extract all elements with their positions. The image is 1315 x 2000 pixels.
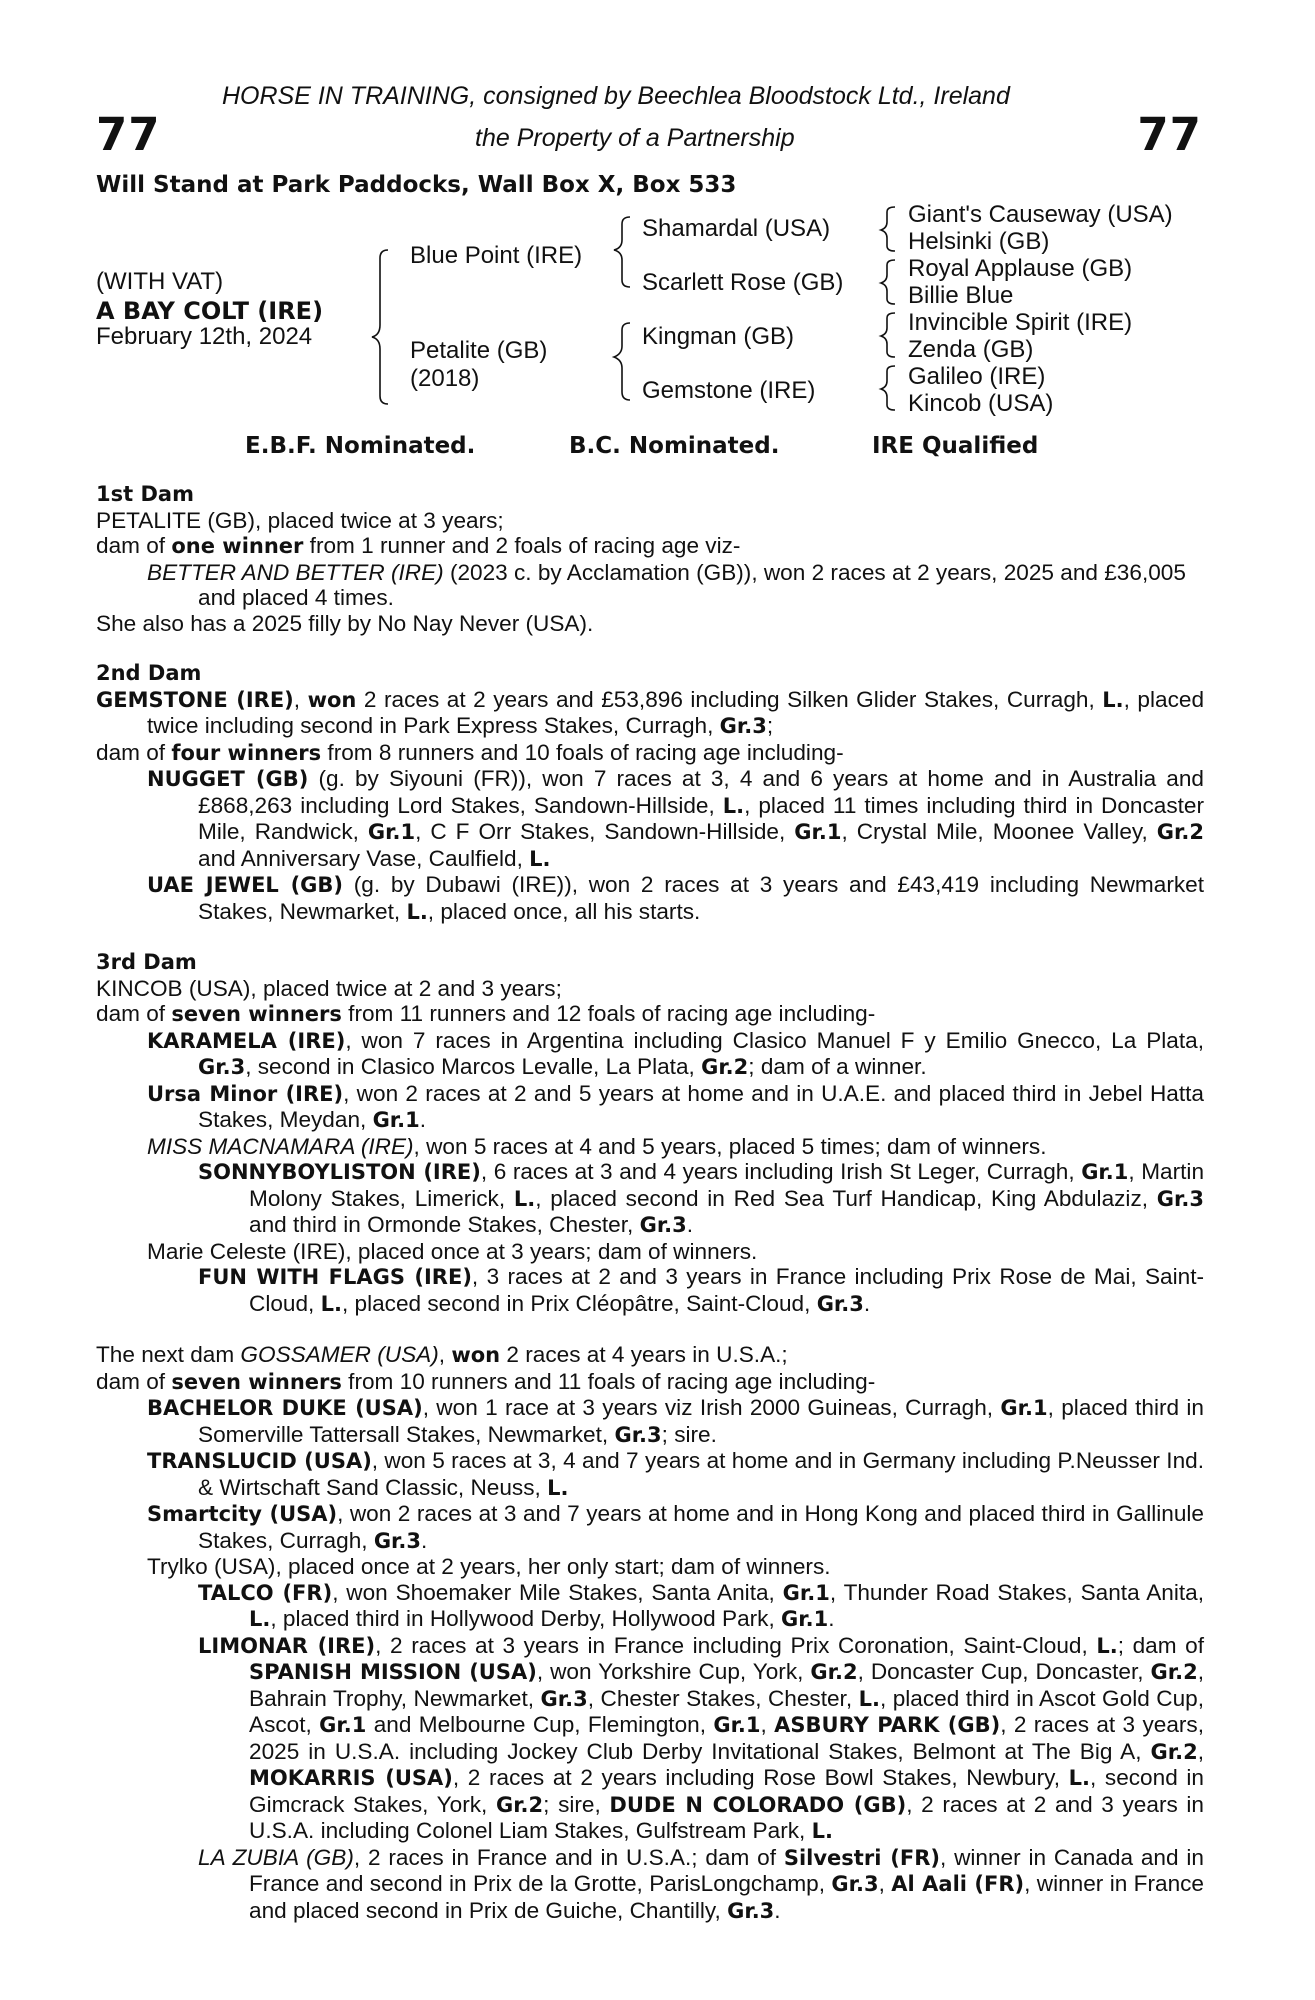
first-dam-note: She also has a 2025 filly by No Nay Never (USA).	[96, 610, 594, 636]
first-dam-produce-line: dam of one winner from 1 runner and 2 foals of racing age viz-	[96, 533, 741, 558]
g3-name: Giant's Causeway (USA)	[908, 201, 1173, 228]
second-dam-heading: 2nd Dam	[96, 661, 202, 685]
progeny-entry: MISS MACNAMARA (IRE), won 5 races at 4 and 5 years, placed 5 times; dam of winners.	[147, 1133, 1047, 1159]
dam-sire: Kingman (GB)	[642, 323, 795, 350]
second-dam-section	[96, 661, 1204, 925]
sire-sire: Shamardal (USA)	[642, 215, 831, 242]
dam: Petalite (GB)	[410, 337, 548, 364]
progeny-entry: SONNYBOYLISTON (IRE), 6 races at 3 and 4 years including Irish St Leger, Curragh, Gr.1, Martin Molony Stakes, Limerick, L., placed second in Red Sea Turf Handicap, King Abdulaziz, Gr.3 and third in Ormonde Stakes, Chester, Gr.3.	[198, 1159, 1205, 1237]
pedigree-notes	[96, 482, 1204, 1924]
consignor-line: HORSE IN TRAINING, consigned by Beechlea Bloodstock Ltd., Ireland	[222, 82, 1010, 110]
g3-name: Billie Blue	[908, 282, 1014, 309]
lot-number-left: 77	[96, 108, 161, 161]
progeny-entry: NUGGET (GB) (g. by Siyouni (FR)), won 7 races at 3, 4 and 6 years at home and in Australia and £868,263 including Lord Stakes, Sandown-Hillside, L., placed 11 times including third in Doncaster Mile, Randwick, Gr.1, C F Orr Stakes, Sandown-Hillside, Gr.1, Crystal Mile, Moonee Valley, Gr.2 and Anniversary Vase, Caulfield, L.	[147, 766, 1204, 871]
next-dam-line: The next dam GOSSAMER (USA), won 2 races at 4 years in U.S.A.;	[96, 1342, 788, 1367]
progeny-entry: KARAMELA (IRE), won 7 races in Argentina including Clasico Manuel F y Emilio Gnecco, La Plata, Gr.3, second in Clasico Marcos Levalle, La Plata, Gr.2; dam of a winner.	[147, 1027, 1204, 1079]
sire-dam: Scarlett Rose (GB)	[642, 269, 844, 296]
ire-qualified: IRE Qualified	[872, 433, 1039, 459]
horse-name: A BAY COLT (IRE)	[96, 297, 324, 325]
g3-name: Kincob (USA)	[908, 390, 1054, 417]
lot-number-right: 77	[1137, 108, 1202, 161]
g3-name: Galileo (IRE)	[908, 363, 1046, 390]
stable-location: Will Stand at Park Paddocks, Wall Box X, Box 533	[96, 172, 737, 198]
vat-note: (WITH VAT)	[96, 268, 224, 295]
progeny-entry: Marie Celeste (IRE), placed once at 3 years; dam of winners.	[147, 1238, 758, 1264]
progeny-entry: Smartcity (USA), won 2 races at 3 and 7 years at home and in Hong Kong and placed third in Gallinule Stakes, Curragh, Gr.3.	[147, 1501, 1204, 1553]
dam-foaling-year: (2018)	[410, 365, 480, 392]
progeny-entry: TRANSLUCID (USA), won 5 races at 3, 4 and 7 years at home and in Germany including P.Neusser Ind. & Wirtschaft Sand Classic, Neuss, L.	[147, 1448, 1204, 1500]
g3-name: Zenda (GB)	[908, 336, 1034, 363]
progeny-entry: Ursa Minor (IRE), won 2 races at 2 and 5 years at home and in U.A.E. and placed third in Jebel Hatta Stakes, Meydan, Gr.1.	[147, 1080, 1204, 1132]
third-dam-section	[96, 950, 1204, 1317]
third-dam-heading: 3rd Dam	[96, 950, 197, 974]
third-dam-produce-line: dam of seven winners from 11 runners and 12 foals of racing age including-	[96, 1001, 876, 1026]
dam-dam: Gemstone (IRE)	[642, 377, 816, 404]
progeny-entry: BETTER AND BETTER (IRE) (2023 c. by Acclamation (GB)), won 2 races at 2 years, 2025 and £36,005 and placed 4 times.	[147, 559, 1186, 610]
progeny-entry: Trylko (USA), placed once at 2 years, her only start; dam of winners.	[147, 1554, 831, 1579]
next-dam-section	[96, 1342, 1204, 1924]
ownership-line: the Property of a Partnership	[475, 124, 795, 152]
first-dam-heading: 1st Dam	[96, 482, 194, 506]
progeny-entry: FUN WITH FLAGS (IRE), 3 races at 2 and 3 years in France including Prix Rose de Mai, Saint-Cloud, L., placed second in Prix Cléopâtre, Saint-Cloud, Gr.3.	[198, 1264, 1204, 1316]
second-dam-produce-line: dam of four winners from 8 runners and 10 foals of racing age including-	[96, 739, 844, 765]
bc-nomination: B.C. Nominated.	[569, 433, 780, 459]
second-dam-line: GEMSTONE (IRE), won 2 races at 2 years and £53,896 including Silken Glider Stakes, Curragh, L., placed twice including second in Park Express Stakes, Curragh, Gr.3;	[96, 686, 1205, 738]
progeny-entry: LIMONAR (IRE), 2 races at 3 years in France including Prix Coronation, Saint-Cloud, L.; dam of SPANISH MISSION (USA), won Yorkshire Cup, York, Gr.2, Doncaster Cup, Doncaster, Gr.2, Bahrain Trophy, Newmarket, Gr.3, Chester Stakes, Chester, L., placed third in Ascot Gold Cup, Ascot, Gr.1 and Melbourne Cup, Flemington, Gr.1, ASBURY PARK (GB), 2 races at 3 years, 2025 in U.S.A. including Jockey Club Derby Invitational Stakes, Belmont at The Big A, Gr.2, MOKARRIS (USA), 2 races at 2 years including Rose Bowl Stakes, Newbury, L., second in Gimcrack Stakes, York, Gr.2; sire, DUDE N COLORADO (GB), 2 races at 2 and 3 years in U.S.A. including Colonel Liam Stakes, Gulfstream Park, L.	[198, 1632, 1205, 1843]
sire: Blue Point (IRE)	[410, 242, 583, 269]
ebf-nomination: E.B.F. Nominated.	[245, 433, 476, 459]
next-dam-produce-line: dam of seven winners from 10 runners and 11 foals of racing age including-	[96, 1368, 876, 1394]
first-dam-line: PETALITE (GB), placed twice at 3 years;	[96, 507, 504, 533]
progeny-entry: LA ZUBIA (GB), 2 races in France and in U.S.A.; dam of Silvestri (FR), winner in Canada and in France and second in Prix de la Grotte, ParisLongchamp, Gr.3, Al Aali (FR), winner in France and placed second in Prix de Guiche, Chantilly, Gr.3.	[198, 1844, 1204, 1923]
progeny-entry: UAE JEWEL (GB) (g. by Dubawi (IRE)), won 2 races at 3 years and £43,419 including Newmarket Stakes, Newmarket, L., placed once, all his starts.	[147, 872, 1204, 924]
g3-name: Helsinki (GB)	[908, 228, 1050, 255]
first-dam-section	[96, 482, 1204, 636]
foaling-date: February 12th, 2024	[96, 323, 313, 350]
g3-name: Royal Applause (GB)	[908, 255, 1133, 282]
third-dam-line: KINCOB (USA), placed twice at 2 and 3 years;	[96, 975, 562, 1001]
progeny-entry: TALCO (FR), won Shoemaker Mile Stakes, Santa Anita, Gr.1, Thunder Road Stakes, Santa Anita, L., placed third in Hollywood Derby, Hollywood Park, Gr.1.	[198, 1579, 1204, 1631]
g3-name: Invincible Spirit (IRE)	[908, 309, 1133, 336]
progeny-entry: BACHELOR DUKE (USA), won 1 race at 3 years viz Irish 2000 Guineas, Curragh, Gr.1, placed third in Somerville Tattersall Stakes, Newmarket, Gr.3; sire.	[147, 1395, 1204, 1447]
